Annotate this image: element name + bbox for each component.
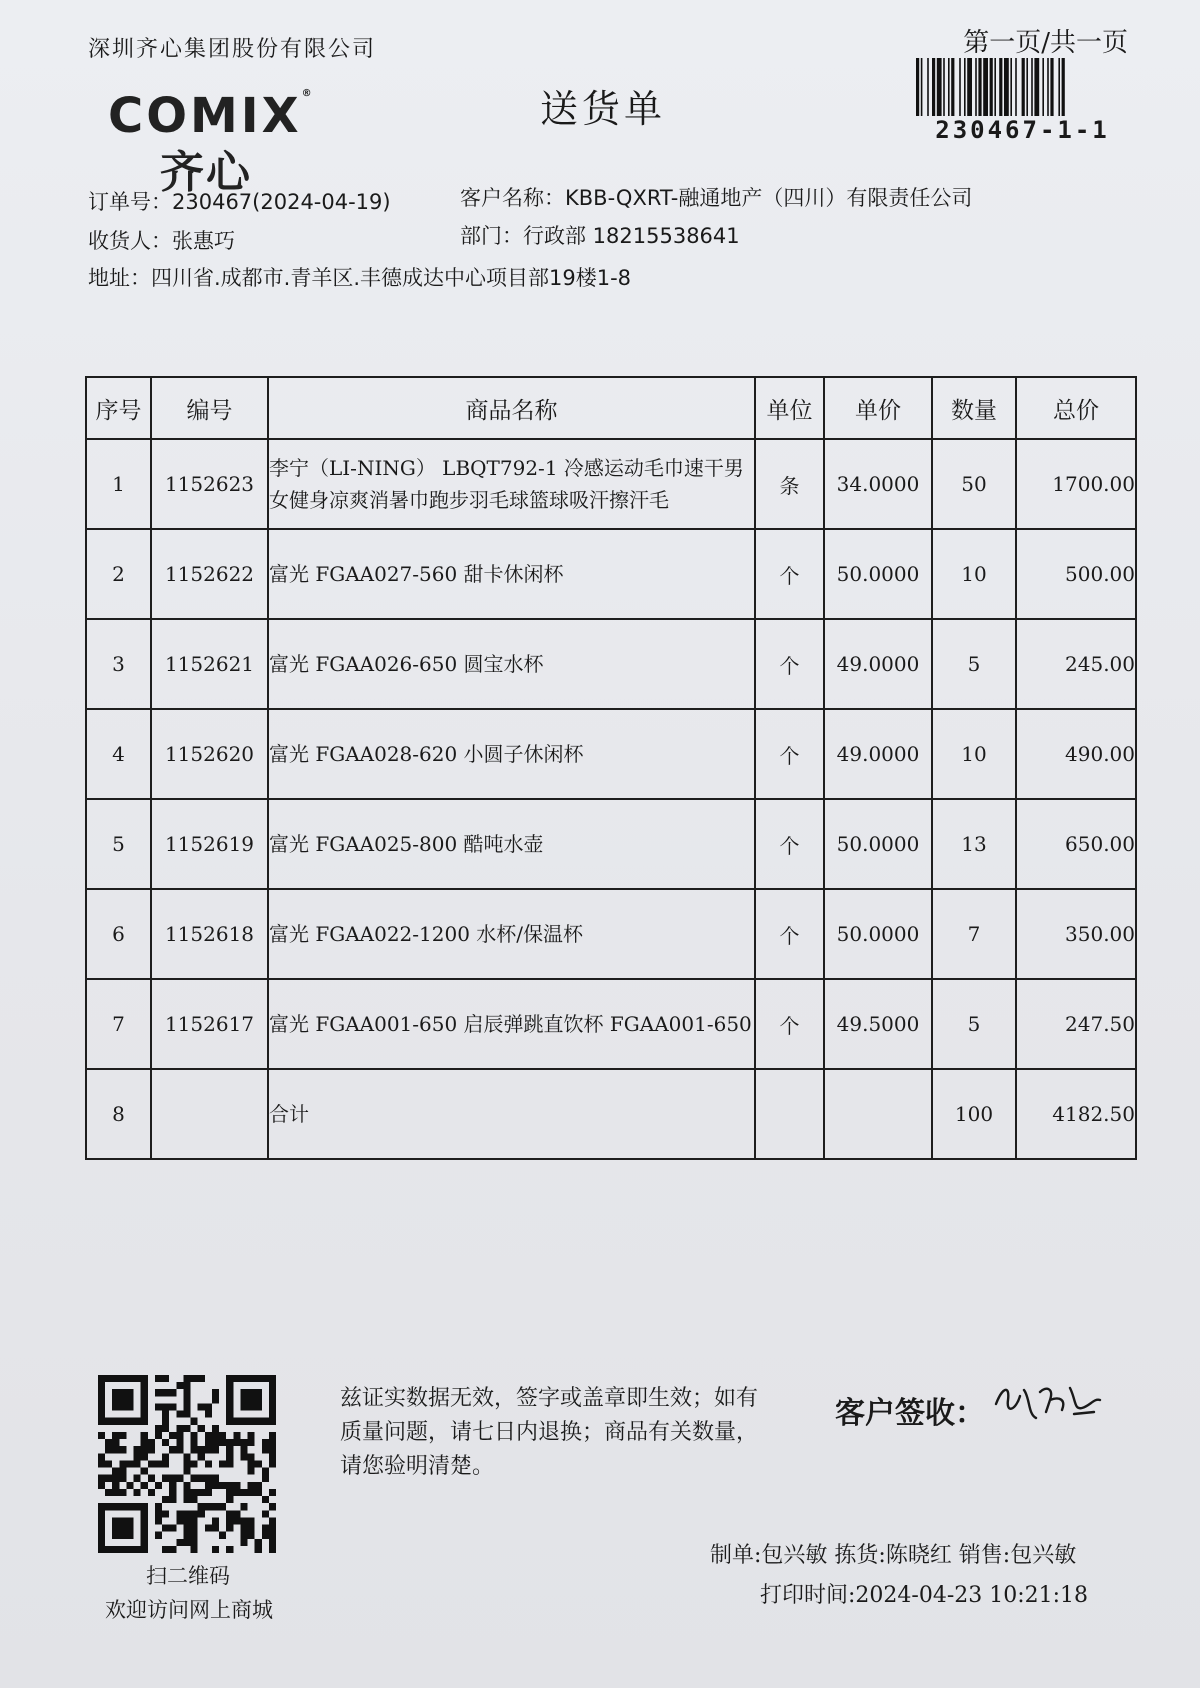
cell-quantity: 50 (932, 439, 1016, 529)
table-row (86, 619, 1136, 709)
cell-quantity: 7 (932, 889, 1016, 979)
column-header: 数量 (932, 377, 1016, 439)
company-name: 深圳齐心集团股份有限公司 (88, 37, 377, 62)
column-header: 序号 (86, 377, 151, 439)
cell-seq: 2 (86, 529, 151, 619)
cell-code: 1152622 (151, 529, 268, 619)
logo-text-cn: 齐心 (160, 147, 252, 198)
items-table (85, 376, 1137, 1160)
table-row (86, 889, 1136, 979)
table-row (86, 799, 1136, 889)
cell-code: 1152619 (151, 799, 268, 889)
department-field (460, 220, 740, 250)
cell-unit: 个 (755, 889, 824, 979)
cell-grand-total: 4182.50 (1016, 1069, 1136, 1159)
cell-unit: 个 (755, 709, 824, 799)
notice-text: 兹证实数据无效，签字或盖章即生效；如有质量问题，请七日内退换；商品有关数量，请您验明清楚。 (340, 1386, 759, 1479)
receiver-label: 收货人： (88, 229, 172, 253)
cell-product-name: 富光 FGAA022-1200 水杯/保温杯 (268, 889, 755, 979)
cell-quantity: 5 (932, 979, 1016, 1069)
cell-unit: 个 (755, 799, 824, 889)
department-label: 部门： (460, 224, 523, 248)
table-header-row (86, 377, 1136, 439)
cell-seq: 5 (86, 799, 151, 889)
customer-sign-label: 客户签收： (835, 1396, 985, 1431)
cell-product-name: 富光 FGAA025-800 酷吨水壶 (268, 799, 755, 889)
cell-total-quantity: 100 (932, 1069, 1016, 1159)
column-header: 总价 (1016, 377, 1136, 439)
cell-product-name: 富光 FGAA001-650 启辰弹跳直饮杯 FGAA001-650 (268, 979, 755, 1069)
department-value: 行政部 18215538641 (523, 224, 740, 248)
cell-unit-price: 34.0000 (824, 439, 932, 529)
cell-seq: 3 (86, 619, 151, 709)
cell-seq: 7 (86, 979, 151, 1069)
cell-unit: 个 (755, 529, 824, 619)
cell-unit-price: 50.0000 (824, 529, 932, 619)
cell-product-name: 富光 FGAA028-620 小圆子休闲杯 (268, 709, 755, 799)
cell-unit-price: 49.0000 (824, 709, 932, 799)
cell-seq: 6 (86, 889, 151, 979)
cell-unit-price: 50.0000 (824, 889, 932, 979)
comix-logo: COMIX® 齐心 (108, 88, 315, 198)
page-indicator: 第一页/共一页 (963, 28, 1128, 58)
cell-code: 1152621 (151, 619, 268, 709)
table-row (86, 439, 1136, 529)
cell-quantity: 10 (932, 709, 1016, 799)
cell-unit-price (824, 1069, 932, 1159)
cell-seq: 1 (86, 439, 151, 529)
cell-seq: 8 (86, 1069, 151, 1159)
cell-total: 490.00 (1016, 709, 1136, 799)
document-title: 送货单 (540, 87, 667, 131)
logo-text-en: COMIX (108, 88, 302, 144)
cell-product-name: 李宁（LI-NING） LBQT792-1 冷感运动毛巾速干男女健身凉爽消暑巾跑步羽毛球篮球吸汗擦汗毛 (268, 439, 755, 529)
column-header: 编号 (151, 377, 268, 439)
cell-code: 1152617 (151, 979, 268, 1069)
cell-unit: 条 (755, 439, 824, 529)
cell-code: 1152618 (151, 889, 268, 979)
cell-unit-price: 50.0000 (824, 799, 932, 889)
column-header: 单价 (824, 377, 932, 439)
cell-total: 500.00 (1016, 529, 1136, 619)
qr-caption-scan: 扫二维码 (146, 1564, 230, 1588)
cell-total: 1700.00 (1016, 439, 1136, 529)
cell-seq: 4 (86, 709, 151, 799)
qr-code (98, 1375, 276, 1553)
cell-total: 247.50 (1016, 979, 1136, 1069)
cell-total: 245.00 (1016, 619, 1136, 709)
cell-quantity: 13 (932, 799, 1016, 889)
cell-unit-price: 49.5000 (824, 979, 932, 1069)
column-header: 商品名称 (268, 377, 755, 439)
address-field (88, 262, 631, 292)
cell-code: 1152620 (151, 709, 268, 799)
cell-total: 350.00 (1016, 889, 1136, 979)
address-value: 四川省.成都市.青羊区.丰德成达中心项目部19楼1-8 (151, 266, 632, 290)
table-row (86, 709, 1136, 799)
customer-field (460, 182, 972, 212)
print-time: 打印时间:2024-04-23 10:21:18 (760, 1583, 1089, 1608)
customer-label: 客户名称： (460, 186, 565, 210)
customer-value: KBB-QXRT-融通地产（四川）有限责任公司 (565, 186, 973, 210)
barcode (915, 58, 1130, 116)
cell-code (151, 1069, 268, 1159)
total-row (86, 1069, 1136, 1159)
table-row (86, 529, 1136, 619)
order-number-value: 230467(2024-04-19) (172, 190, 391, 214)
cell-quantity: 10 (932, 529, 1016, 619)
cell-product-name: 富光 FGAA027-560 甜卡休闲杯 (268, 529, 755, 619)
address-label: 地址： (88, 266, 151, 290)
barcode-number: 230467-1-1 (935, 116, 1110, 144)
cell-unit: 个 (755, 979, 824, 1069)
table-row (86, 979, 1136, 1069)
staff-line: 制单:包兴敏 拣货:陈晓红 销售:包兴敏 (710, 1543, 1077, 1568)
cell-total: 650.00 (1016, 799, 1136, 889)
receiver-field (88, 225, 235, 255)
order-number-field (88, 186, 391, 216)
cell-quantity: 5 (932, 619, 1016, 709)
cell-unit-price: 49.0000 (824, 619, 932, 709)
cell-product-name: 富光 FGAA026-650 圆宝水杯 (268, 619, 755, 709)
order-number-label: 订单号： (88, 190, 172, 214)
column-header: 单位 (755, 377, 824, 439)
customer-signature (990, 1370, 1110, 1430)
qr-caption-welcome: 欢迎访问网上商城 (105, 1598, 273, 1622)
cell-total-label: 合计 (268, 1069, 755, 1159)
cell-code: 1152623 (151, 439, 268, 529)
cell-unit: 个 (755, 619, 824, 709)
receiver-value: 张惠巧 (172, 229, 235, 253)
cell-unit (755, 1069, 824, 1159)
